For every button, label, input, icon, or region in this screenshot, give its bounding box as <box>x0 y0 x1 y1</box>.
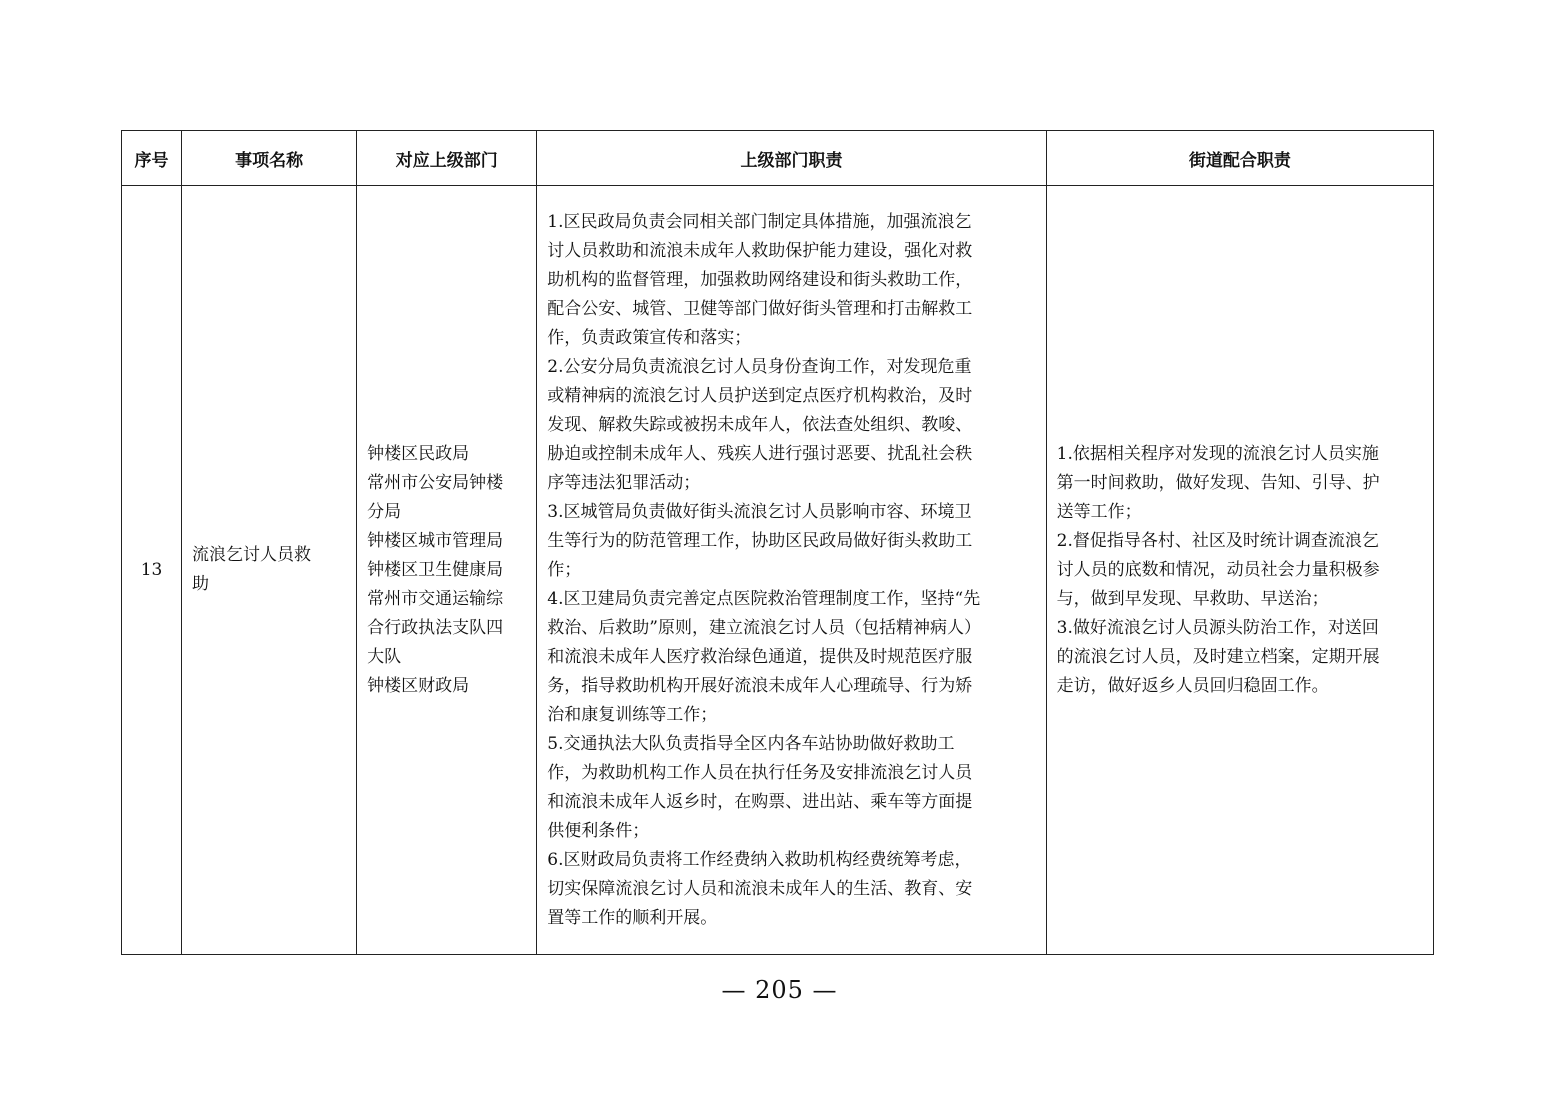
upper-duty-line: 6.区财政局负责将工作经费纳入救助机构经费统筹考虑， <box>547 849 972 870</box>
header-street-duties: 街道配合职责 <box>1046 131 1433 186</box>
street-duty-line: 第一时间救助，做好发现、告知、引导、护 <box>1056 472 1380 493</box>
duty-table <box>121 130 1434 955</box>
header-upper-dept: 对应上级部门 <box>357 131 537 186</box>
upper-duty-line: 1.区民政局负责会同相关部门制定具体措施，加强流浪乞 <box>547 211 972 232</box>
dept-line: 钟楼区民政局 <box>367 443 470 464</box>
upper-duty-line: 置等工作的顺利开展。 <box>547 907 718 928</box>
dept-line: 钟楼区财政局 <box>367 675 470 696</box>
row-item-name <box>182 186 357 955</box>
page-number: — 205 — <box>721 976 838 1004</box>
upper-duty-line: 作，为救助机构工作人员在执行任务及安排流浪乞讨人员 <box>547 762 973 783</box>
item-line: 助 <box>192 574 210 594</box>
table-header-row <box>122 131 1434 186</box>
street-duty-line: 2.督促指导各村、社区及时统计调查流浪乞 <box>1056 530 1379 551</box>
upper-duty-line: 救治、后救助”原则，建立流浪乞讨人员（包括精神病人） <box>547 617 981 638</box>
dept-line: 常州市公安局钟楼 <box>367 472 504 493</box>
table-row <box>122 186 1434 955</box>
upper-duty-line: 作； <box>547 559 582 580</box>
dept-line: 分局 <box>367 501 402 522</box>
dept-line: 常州市交通运输综 <box>367 588 504 609</box>
upper-duty-line: 切实保障流浪乞讨人员和流浪未成年人的生活、教育、安 <box>547 878 973 899</box>
row-upper-duties <box>537 186 1046 955</box>
upper-duty-line: 发现、解救失踪或被拐未成年人，依法查处组织、教唆、 <box>547 414 973 435</box>
street-duty-line: 送等工作； <box>1056 501 1142 522</box>
header-seq: 序号 <box>122 131 182 186</box>
item-line: 流浪乞讨人员救 <box>192 545 312 565</box>
upper-duty-line: 胁迫或控制未成年人、残疾人进行强讨恶要、扰乱社会秩 <box>547 443 973 464</box>
dept-line: 钟楼区城市管理局 <box>367 530 504 551</box>
row-street-duties <box>1046 186 1433 955</box>
upper-duty-line: 序等违法犯罪活动； <box>547 472 701 493</box>
upper-duty-line: 5.交通执法大队负责指导全区内各车站协助做好救助工 <box>547 733 955 754</box>
street-duty-line: 走访，做好返乡人员回归稳固工作。 <box>1056 675 1329 696</box>
upper-duty-line: 供便利条件； <box>547 820 650 841</box>
dept-line: 钟楼区卫生健康局 <box>367 559 504 580</box>
row-upper-dept <box>357 186 537 955</box>
upper-duty-line: 作，负责政策宣传和落实； <box>547 327 752 348</box>
upper-duty-line: 治和康复训练等工作； <box>547 704 718 725</box>
street-duty-line: 的流浪乞讨人员，及时建立档案，定期开展 <box>1056 646 1380 667</box>
upper-duty-line: 和流浪未成年人返乡时，在购票、进出站、乘车等方面提 <box>547 791 973 812</box>
upper-duty-line: 生等行为的防范管理工作，协助区民政局做好街头救助工 <box>547 530 973 551</box>
upper-duty-line: 配合公安、城管、卫健等部门做好街头管理和打击解救工 <box>547 298 973 319</box>
upper-duty-line: 2.公安分局负责流浪乞讨人员身份查询工作，对发现危重 <box>547 356 972 377</box>
upper-duty-line: 3.区城管局负责做好街头流浪乞讨人员影响市容、环境卫 <box>547 501 972 522</box>
upper-duty-line: 助机构的监督管理，加强救助网络建设和街头救助工作， <box>547 269 973 290</box>
street-duty-line: 1.依据相关程序对发现的流浪乞讨人员实施 <box>1056 443 1379 464</box>
upper-duty-line: 和流浪未成年人医疗救治绿色通道，提供及时规范医疗服 <box>547 646 973 667</box>
upper-duty-line: 务，指导救助机构开展好流浪未成年人心理疏导、行为矫 <box>547 675 973 696</box>
row-seq: 13 <box>122 186 182 955</box>
header-item-name: 事项名称 <box>182 131 357 186</box>
dept-line: 大队 <box>367 646 402 667</box>
street-duty-line: 3.做好流浪乞讨人员源头防治工作，对送回 <box>1056 617 1379 638</box>
upper-duty-line: 或精神病的流浪乞讨人员护送到定点医疗机构救治，及时 <box>547 385 973 406</box>
upper-duty-line: 4.区卫建局负责完善定点医院救治管理制度工作，坚持“先 <box>547 588 981 609</box>
upper-duty-line: 讨人员救助和流浪未成年人救助保护能力建设，强化对救 <box>547 240 973 261</box>
street-duty-line: 讨人员的底数和情况，动员社会力量积极参 <box>1056 559 1380 580</box>
dept-line: 合行政执法支队四 <box>367 617 504 638</box>
street-duty-line: 与，做到早发现、早救助、早送治； <box>1056 588 1329 609</box>
header-upper-duties: 上级部门职责 <box>537 131 1046 186</box>
